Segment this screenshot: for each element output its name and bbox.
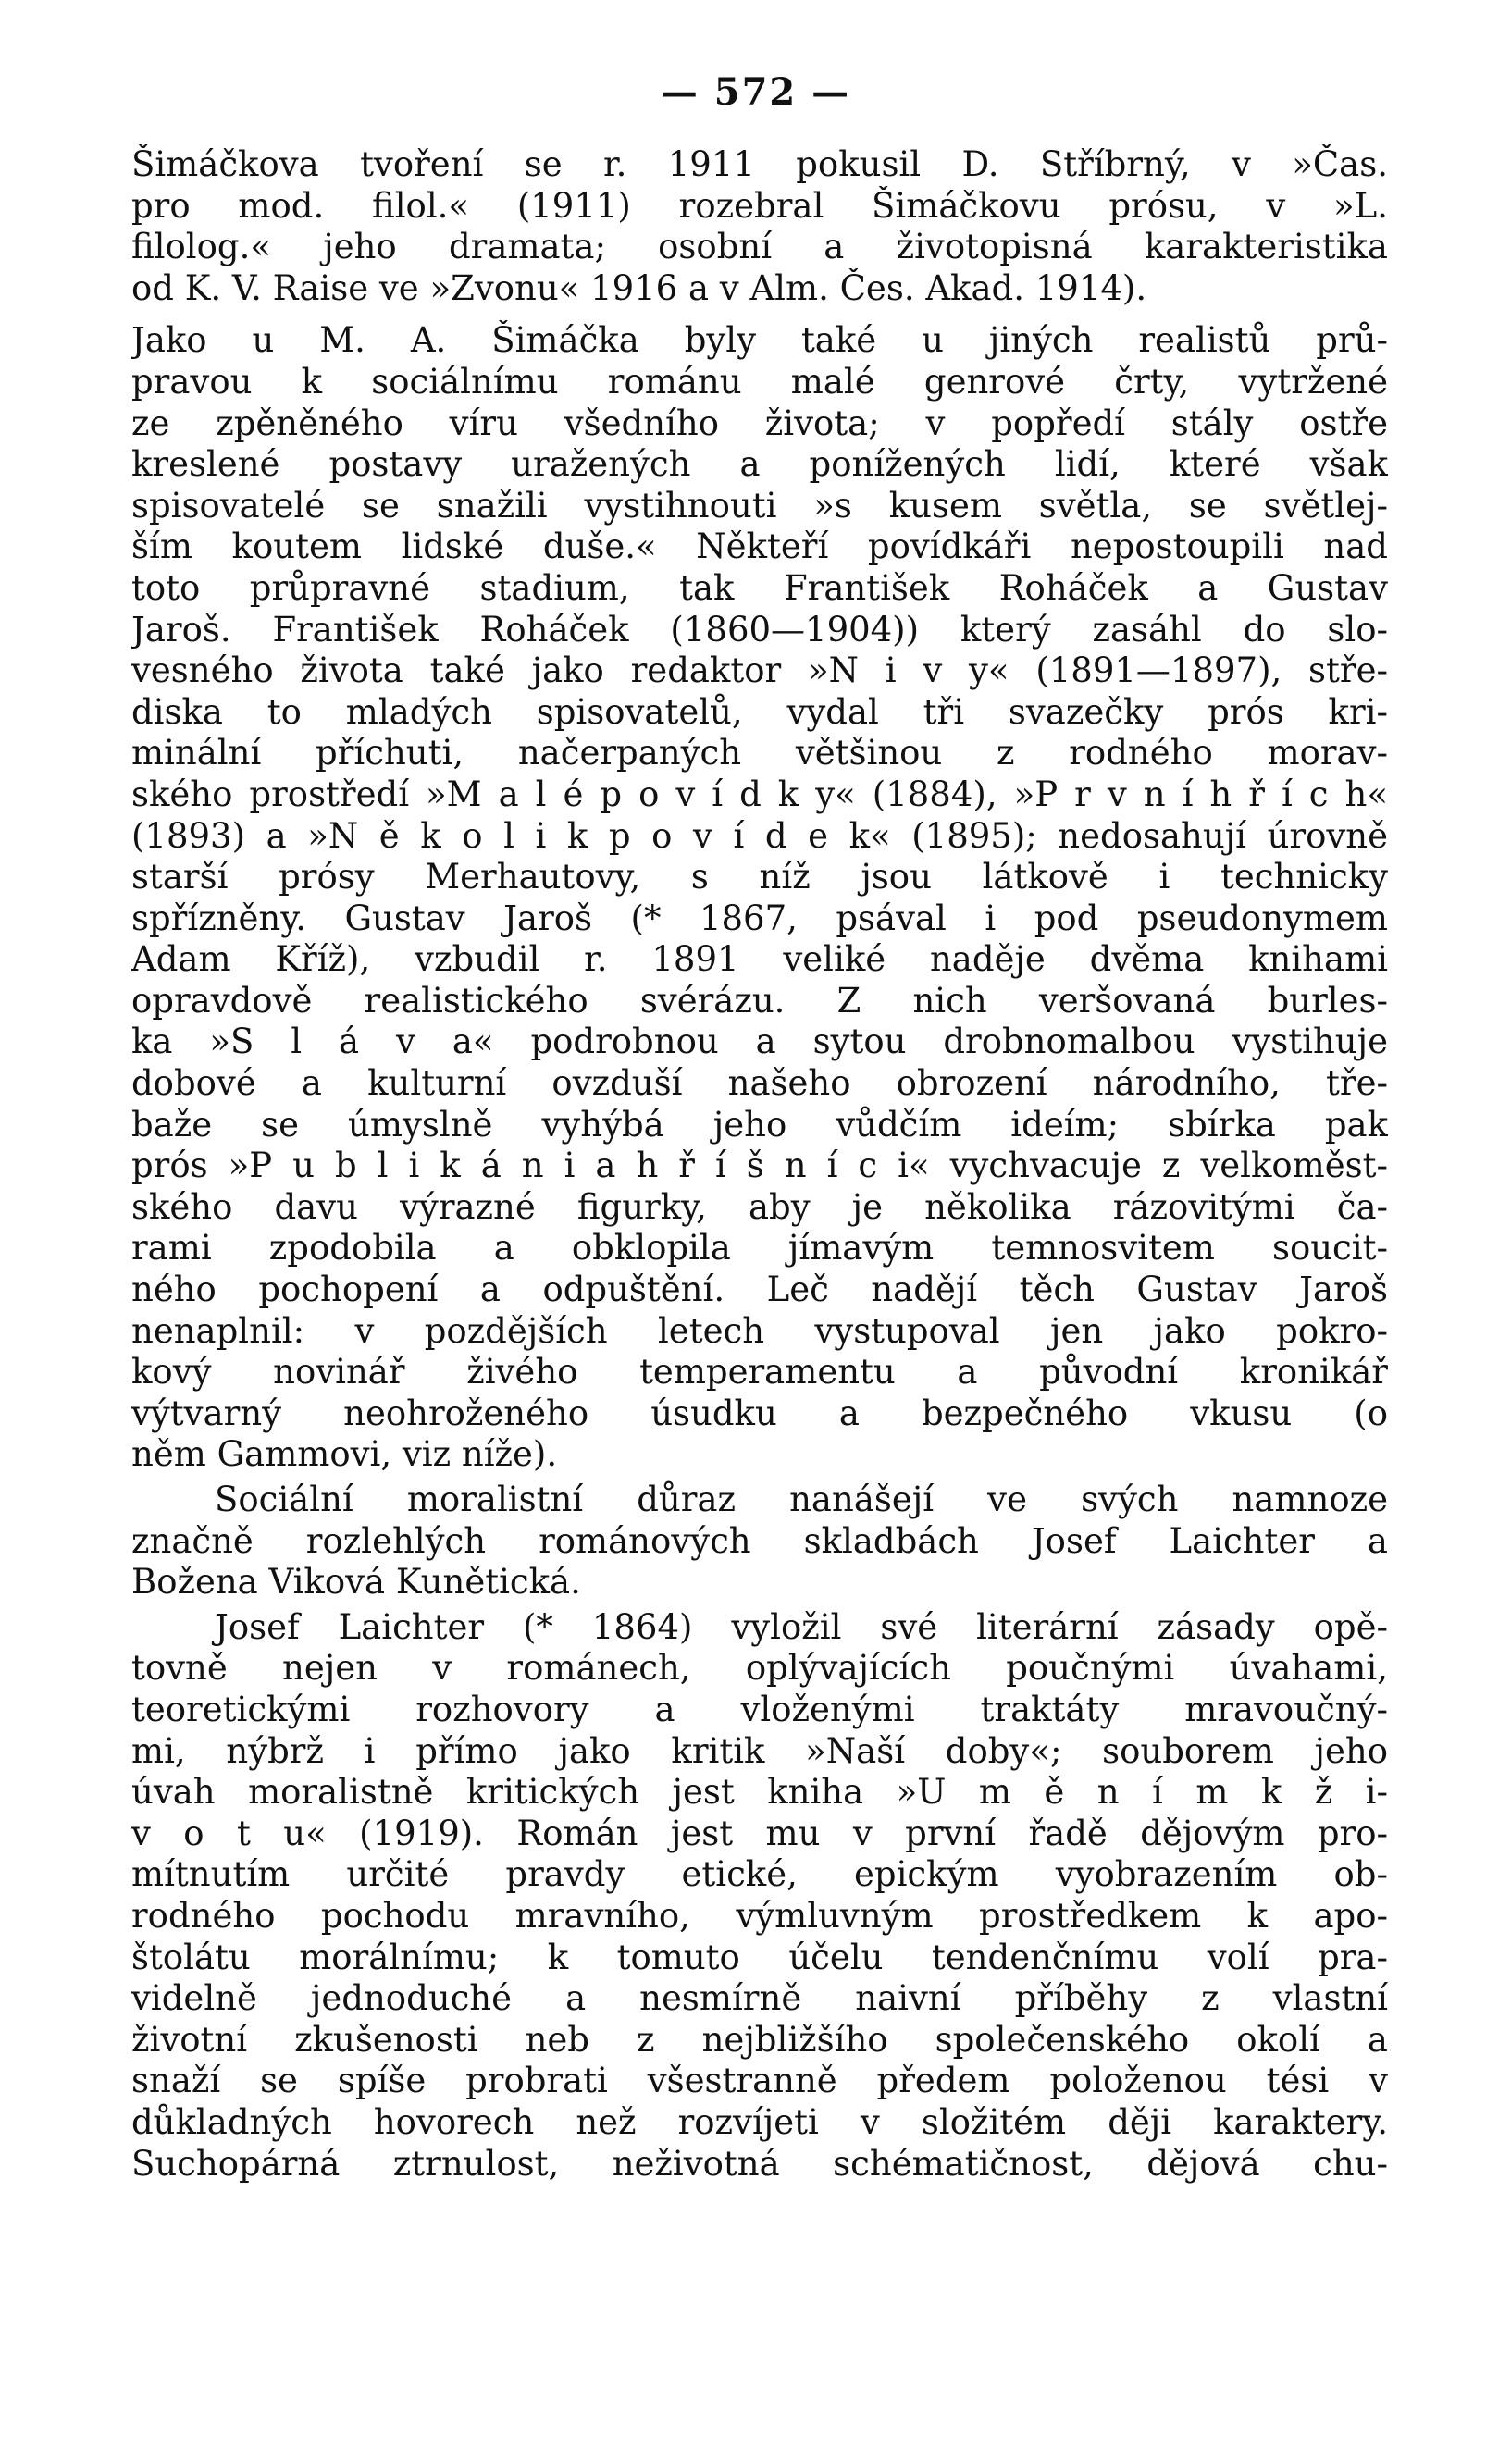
text-line: filolog.« jeho dramata; osobní a životopisná karakteristika (131, 227, 1388, 267)
body-text (131, 144, 1388, 2185)
text-line: mítnutím určité pravdy etické, epickým vyobrazením ob- (131, 1854, 1388, 1895)
text-line: Božena Viková Kunětická. (131, 1562, 581, 1603)
text-line: Jako u M. A. Šimáčka byly také u jiných realistů prů- (131, 320, 1388, 361)
text-line: nenaplnil: v pozdějších letech vystupoval jen jako pokro- (131, 1310, 1388, 1351)
text-line: rami zpodobila a obklopila jímavým temnosvitem soucit- (131, 1228, 1388, 1269)
text-line: důkladných hovorech než rozvíjeti v složitém ději karaktery. (131, 2101, 1388, 2142)
text-line: kreslené postavy uražených a ponížených lidí, které však (131, 444, 1388, 485)
text-line: spisovatelé se snažili vystihnouti »s kusem světla, se světlej- (131, 485, 1388, 526)
text-line: baže se úmyslně vyhýbá jeho vůdčím ideím; sbírka pak (131, 1104, 1388, 1145)
text-line: pravou k sociálnímu románu malé genrové črty, vytržené (131, 361, 1388, 402)
text-line: něm Gammovi, viz níže). (131, 1434, 558, 1475)
text-line: v o t u« (1919). Román jest mu v první řadě dějovým pro- (131, 1813, 1388, 1853)
paragraph-josef-laichter (131, 1607, 1388, 2185)
text-line: teoretickými rozhovory a vloženými traktáty mravoučný- (131, 1689, 1388, 1729)
text-line: Josef Laichter (* 1864) vyložil své literární zásady opě- (215, 1606, 1388, 1647)
text-line: starší prósy Merhautovy, s níž jsou látkově i technicky (131, 857, 1388, 898)
text-line: Sociální moralistní důraz nanášejí ve svých namnoze (215, 1480, 1388, 1519)
text-line: rodného pochodu mravního, výmluvným prostředkem k apo- (131, 1895, 1388, 1936)
text-line: ského davu výrazné figurky, aby je několika rázovitými ča- (131, 1186, 1388, 1227)
page-number: — 572 — (660, 70, 851, 114)
text-line: ším koutem lidské duše.« Někteří povídkáři nepostoupili nad (131, 526, 1388, 567)
text-line: Suchopárná ztrnulost, neživotná schématičnost, dějová chu- (131, 2143, 1388, 2184)
text-line: od K. V. Raise ve »Zvonu« 1916 a v Alm. Čes. Akad. 1914). (131, 267, 1147, 308)
text-line: snaží se spíše probrati všestranně předem položenou tési v (131, 2061, 1388, 2101)
text-line: štolátu morálnímu; k tomuto účelu tendenčnímu volí pra- (131, 1937, 1388, 1977)
text-line: Jaroš. František Roháček (1860—1904)) který zasáhl do slo- (131, 609, 1388, 650)
text-line: vesného života také jako redaktor »N i v y« (1891—1897), stře- (131, 650, 1388, 691)
text-line: kový novinář živého temperamentu a původní kronikář (131, 1352, 1388, 1393)
paragraph-realists (131, 320, 1388, 1476)
text-line: životní zkušenosti neb z nejbližšího společenského okolí a (131, 2019, 1388, 2060)
text-line: prós »P u b l i k á n i a h ř í š n í c i« vychvacuje z velkoměst- (131, 1145, 1388, 1186)
text-line: spřízněny. Gustav Jaroš (* 1867, psával i pod pseudonymem (131, 898, 1388, 938)
text-line: Adam Kříž), vzbudil r. 1891 veliké naděje dvěma knihami (131, 939, 1388, 980)
text-line: pro mod. filol.« (1911) rozebral Šimáčkovu prósu, v »L. (131, 185, 1388, 226)
text-line: mi, nýbrž i přímo jako kritik »Naší doby«; souborem jeho (131, 1730, 1388, 1771)
text-line: ka »S l á v a« podrobnou a sytou drobnomalbou vystihuje (131, 1022, 1388, 1062)
text-line: (1893) a »N ě k o l i k p o v í d e k« (1895); nedosahují úrovně (131, 815, 1388, 856)
text-line: ného pochopení a odpuštění. Leč nadějí těch Gustav Jaroš (131, 1269, 1388, 1310)
text-line: minální příchuti, načerpaných většinou z rodného morav- (131, 733, 1388, 774)
text-line: diska to mladých spisovatelů, vydal tři svazečky prós kri- (131, 691, 1388, 732)
text-line: toto průpravné stadium, tak František Roháček a Gustav (131, 567, 1388, 608)
text-line: tovně nejen v románech, oplývajících poučnými úvahami, (131, 1648, 1388, 1689)
text-line: ského prostředí »M a l é p o v í d k y« (1884), »P r v n í h ř í c h« (131, 774, 1388, 814)
text-line: ze zpěněného víru všedního života; v popředí stály ostře (131, 402, 1388, 443)
paragraph-social-moralism (131, 1480, 1388, 1603)
text-line: značně rozlehlých románových skladbách Josef Laichter a (131, 1520, 1388, 1561)
text-line: úvah moralistně kritických jest kniha »U m ě n í m k ž i- (131, 1772, 1388, 1813)
text-line: Šimáčkova tvoření se r. 1911 pokusil D. Stříbrný, v »Čas. (131, 144, 1388, 184)
text-line: výtvarný neohroženého úsudku a bezpečného vkusu (o (131, 1393, 1388, 1433)
text-line: dobové a kulturní ovzduší našeho obrození národního, tře- (131, 1063, 1388, 1104)
text-line: videlně jednoduché a nesmírně naivní příběhy z vlastní (131, 1978, 1388, 2019)
text-line: opravdově realistického svérázu. Z nich veršovaná burles- (131, 980, 1388, 1021)
paragraph-bibliography-note (131, 144, 1388, 309)
